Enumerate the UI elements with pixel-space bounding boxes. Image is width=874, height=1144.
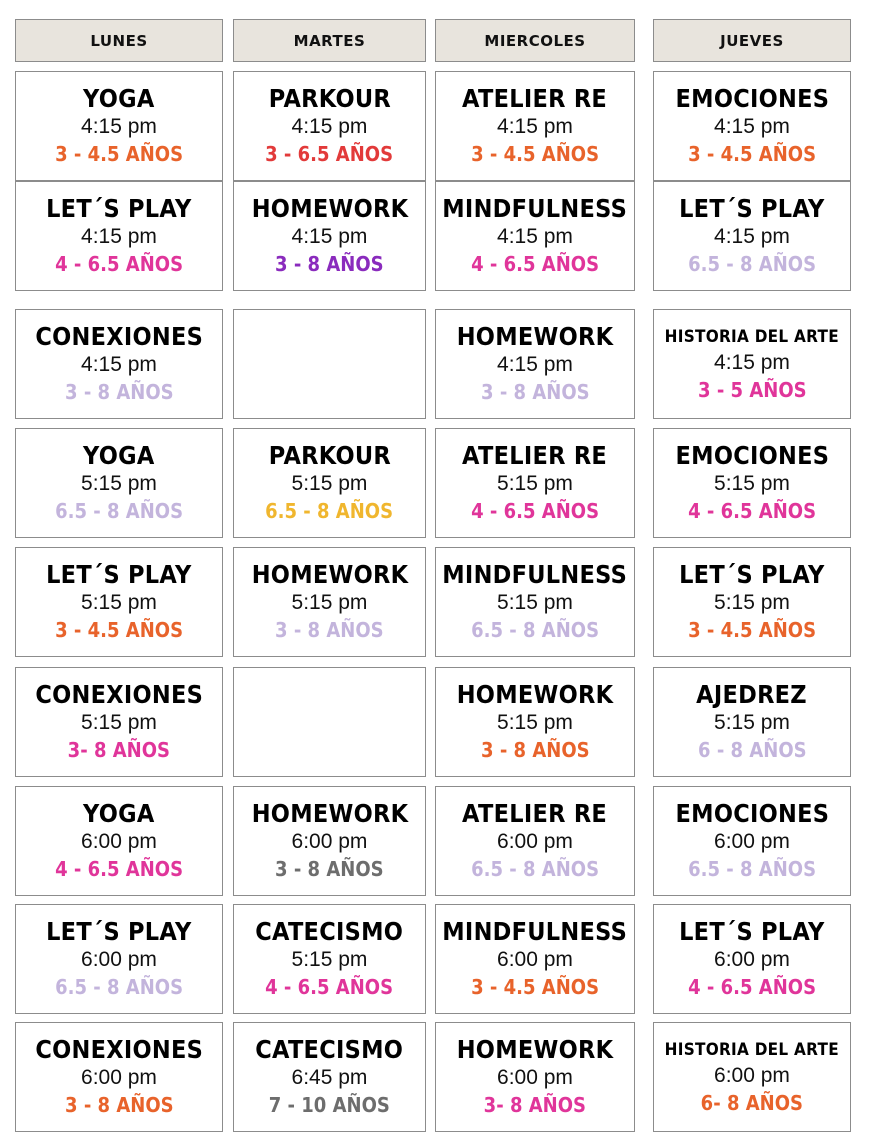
class-title: LET´S PLAY [46,194,192,223]
age-range: 3 - 6.5 AÑOS [265,142,394,166]
class-cell [15,786,223,896]
class-time: 6:00 pm [81,1066,157,1089]
class-title: LET´S PLAY [679,560,825,589]
class-title: CONEXIONES [35,322,203,351]
class-time: 6:00 pm [81,830,157,853]
age-range: 6.5 - 8 AÑOS [265,499,394,523]
class-cell [15,428,223,538]
class-title: HISTORIA DEL ARTE [664,1040,840,1060]
class-title: PARKOUR [268,84,391,113]
class-title: HOMEWORK [251,560,408,589]
class-cell [15,1022,223,1132]
class-cell [233,71,426,181]
class-cell [15,71,223,181]
age-range: 4 - 6.5 AÑOS [688,499,816,523]
class-time: 4:15 pm [497,225,573,248]
class-cell [233,428,426,538]
class-time: 6:00 pm [714,830,790,853]
day-header-miercoles: MIERCOLES [435,19,635,62]
class-title: HISTORIA DEL ARTE [664,327,840,347]
class-title: ATELIER RE [462,799,608,828]
class-cell [15,309,223,419]
class-cell [435,1022,635,1132]
class-time: 5:15 pm [81,711,157,734]
class-cell [233,1022,426,1132]
class-cell [653,309,851,419]
class-time: 4:15 pm [497,353,573,376]
age-range: 6.5 - 8 AÑOS [688,252,816,276]
class-time: 6:00 pm [497,1066,573,1089]
class-time: 4:15 pm [714,115,790,138]
class-time: 4:15 pm [81,353,157,376]
age-range: 7 - 10 AÑOS [268,1093,391,1117]
class-time: 4:15 pm [81,115,157,138]
class-time: 5:15 pm [714,591,790,614]
class-cell [435,181,635,291]
class-title: EMOCIONES [675,84,829,113]
class-cell [435,428,635,538]
class-title: HOMEWORK [456,322,614,351]
class-time: 6:00 pm [497,830,573,853]
class-time: 4:15 pm [291,115,368,138]
class-title: YOGA [83,799,155,828]
age-range: 6.5 - 8 AÑOS [471,618,599,642]
class-title: CONEXIONES [35,680,203,709]
age-range: 3 - 8 AÑOS [275,857,384,881]
class-time: 5:15 pm [714,472,790,495]
class-time: 6:00 pm [714,1064,790,1087]
age-range: 6.5 - 8 AÑOS [471,857,599,881]
class-cell [653,71,851,181]
day-header-lunes: LUNES [15,19,223,62]
age-range: 3 - 8 AÑOS [275,252,384,276]
class-title: HOMEWORK [456,680,614,709]
age-range: 3 - 8 AÑOS [275,618,384,642]
class-time: 6:00 pm [81,948,157,971]
age-range: 3 - 8 AÑOS [64,1093,174,1117]
class-title: LET´S PLAY [46,917,192,946]
class-cell [15,547,223,657]
class-time: 6:00 pm [291,830,368,853]
class-time: 4:15 pm [497,115,573,138]
age-range: 3 - 8 AÑOS [480,380,590,404]
age-range: 4 - 6.5 AÑOS [55,252,183,276]
class-cell [435,904,635,1014]
age-range: 6 - 8 AÑOS [697,738,807,762]
class-cell [233,181,426,291]
age-range: 4 - 6.5 AÑOS [688,975,816,999]
class-title: YOGA [83,441,155,470]
class-title: MINDFULNESS [442,560,628,589]
class-time: 5:15 pm [291,591,368,614]
class-time: 6:45 pm [291,1066,368,1089]
class-time: 5:15 pm [81,472,157,495]
class-title: ATELIER RE [462,441,608,470]
age-range: 6.5 - 8 AÑOS [55,499,183,523]
class-title: LET´S PLAY [46,560,192,589]
age-range: 4 - 6.5 AÑOS [265,975,394,999]
age-range: 3 - 4.5 AÑOS [55,142,183,166]
class-cell [435,71,635,181]
class-title: PARKOUR [268,441,391,470]
class-cell [653,547,851,657]
age-range: 4 - 6.5 AÑOS [471,252,599,276]
class-time: 4:15 pm [714,351,790,374]
class-time: 5:15 pm [81,591,157,614]
class-cell [653,428,851,538]
class-cell [653,1022,851,1132]
age-range: 3- 8 AÑOS [483,1093,587,1117]
class-title: LET´S PLAY [679,917,825,946]
class-time: 5:15 pm [291,948,368,971]
age-range: 3 - 4.5 AÑOS [471,142,599,166]
class-cell [233,786,426,896]
age-range: 6- 8 AÑOS [700,1091,804,1115]
class-title: CATECISMO [255,1035,404,1064]
class-title: AJEDREZ [696,680,808,709]
class-time: 5:15 pm [497,591,573,614]
age-range: 3 - 4.5 AÑOS [688,618,816,642]
class-cell [435,309,635,419]
class-title: CONEXIONES [35,1035,203,1064]
class-cell [233,547,426,657]
class-title: HOMEWORK [456,1035,614,1064]
class-title: EMOCIONES [675,799,829,828]
class-title: HOMEWORK [251,799,408,828]
class-time: 5:15 pm [291,472,368,495]
class-title: MINDFULNESS [442,917,628,946]
age-range: 4 - 6.5 AÑOS [471,499,599,523]
class-time: 4:15 pm [714,225,790,248]
class-title: EMOCIONES [675,441,829,470]
class-cell [15,904,223,1014]
class-cell [15,667,223,777]
class-time: 5:15 pm [497,711,573,734]
age-range: 4 - 6.5 AÑOS [55,857,183,881]
class-time: 4:15 pm [81,225,157,248]
class-time: 5:15 pm [714,711,790,734]
day-header-martes: MARTES [233,19,426,62]
class-title: LET´S PLAY [679,194,825,223]
class-cell [653,667,851,777]
empty-cell [233,667,426,777]
class-time: 4:15 pm [291,225,368,248]
empty-cell [233,309,426,419]
class-cell [653,786,851,896]
age-range: 3 - 8 AÑOS [480,738,590,762]
age-range: 3 - 8 AÑOS [64,380,174,404]
class-title: HOMEWORK [251,194,408,223]
class-title: CATECISMO [255,917,404,946]
age-range: 3- 8 AÑOS [67,738,171,762]
class-time: 5:15 pm [497,472,573,495]
class-cell [15,181,223,291]
class-cell [653,904,851,1014]
class-time: 6:00 pm [714,948,790,971]
age-range: 3 - 4.5 AÑOS [55,618,183,642]
class-title: ATELIER RE [462,84,608,113]
class-cell [435,547,635,657]
age-range: 3 - 4.5 AÑOS [471,975,599,999]
class-cell [435,667,635,777]
class-cell [435,786,635,896]
class-cell [653,181,851,291]
age-range: 3 - 4.5 AÑOS [688,142,816,166]
class-title: YOGA [83,84,155,113]
class-title: MINDFULNESS [442,194,628,223]
age-range: 6.5 - 8 AÑOS [688,857,816,881]
class-time: 6:00 pm [497,948,573,971]
age-range: 6.5 - 8 AÑOS [55,975,183,999]
class-cell [233,904,426,1014]
day-header-jueves: JUEVES [653,19,851,62]
age-range: 3 - 5 AÑOS [697,378,807,402]
